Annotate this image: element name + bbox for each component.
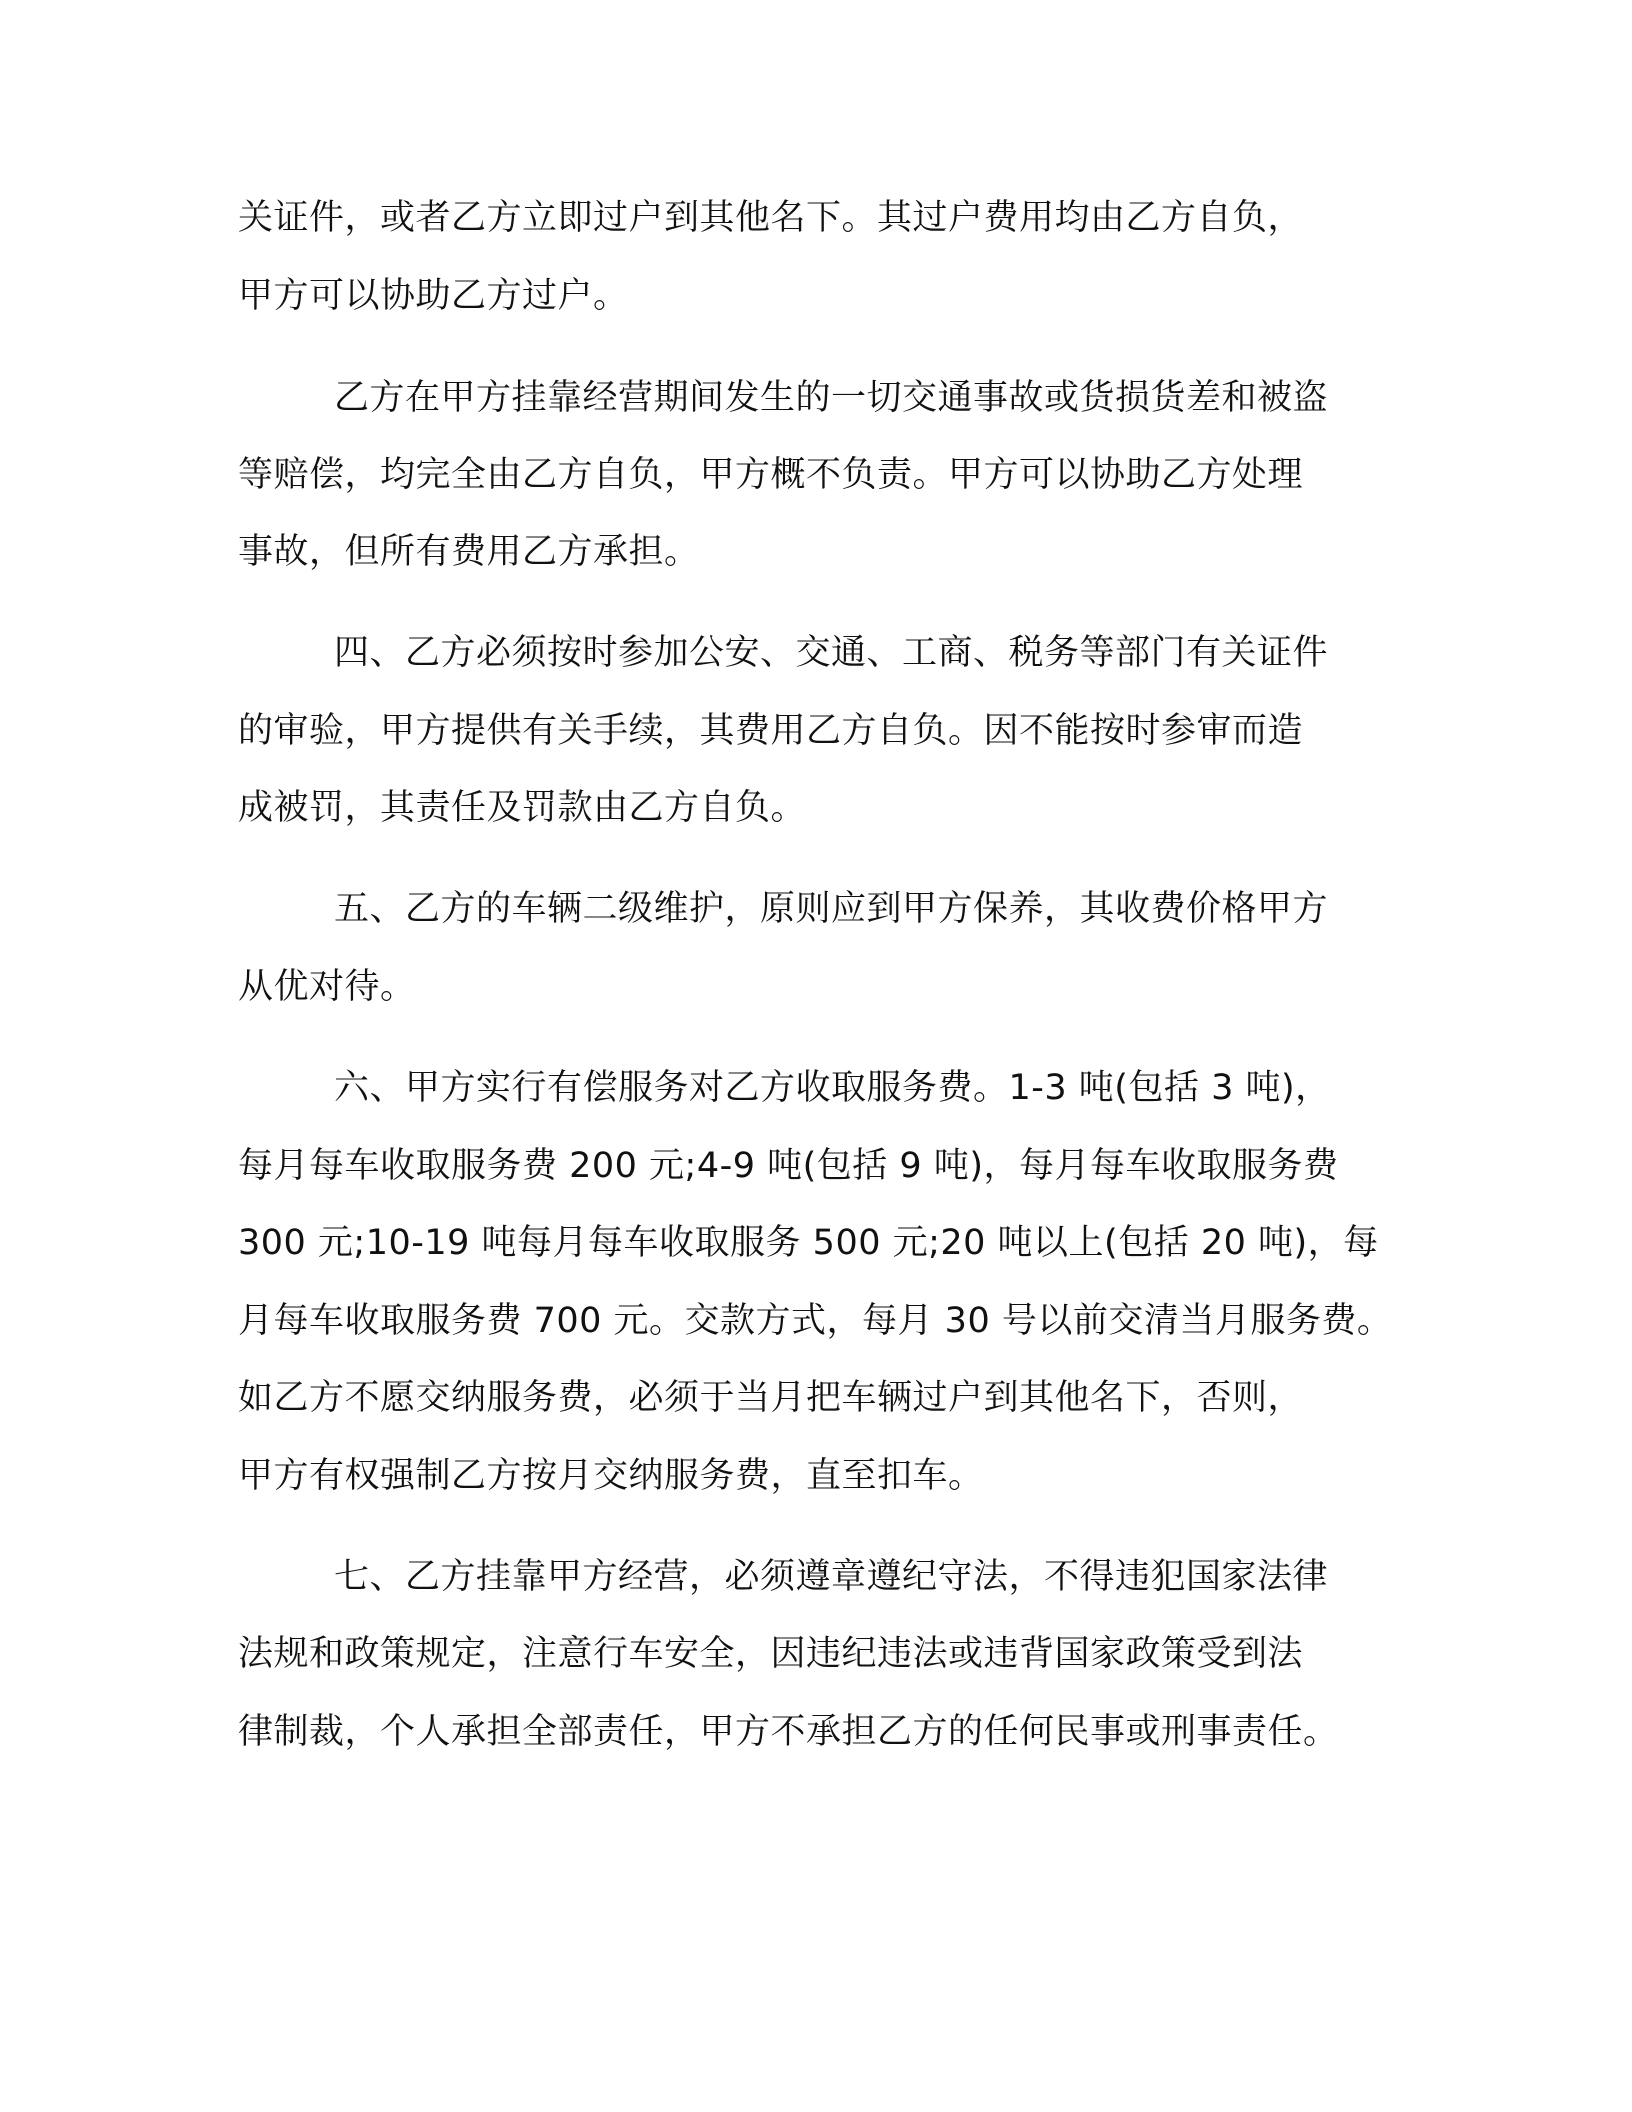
text-line: 法规和政策规定，注意行车安全，因违纪违法或违背国家政策受到法 [238, 1634, 1304, 1674]
text-line: 如乙方不愿交纳服务费，必须于当月把车辆过户到其他名下，否则， [238, 1378, 1304, 1418]
text-line: 等赔偿，均完全由乙方自负，甲方概不负责。甲方可以协助乙方处理 [238, 455, 1304, 495]
text-line: 300 元;10-19 吨每月每车收取服务 500 元;20 吨以上(包括 20 吨)，每 [238, 1223, 1379, 1263]
text-line: 乙方在甲方挂靠经营期间发生的一切交通事故或货损货差和被盗 [334, 378, 1329, 418]
text-line: 成被罚，其责任及罚款由乙方自负。 [238, 788, 807, 828]
text-line: 六、甲方实行有偿服务对乙方收取服务费。1-3 吨(包括 3 吨)， [334, 1068, 1331, 1108]
text-line: 七、乙方挂靠甲方经营，必须遵章遵纪守法，不得违犯国家法律 [334, 1557, 1329, 1597]
text-line: 四、乙方必须按时参加公安、交通、工商、税务等部门有关证件 [334, 633, 1329, 673]
text-line: 五、乙方的车辆二级维护，原则应到甲方保养，其收费价格甲方 [334, 889, 1329, 929]
text-line: 甲方可以协助乙方过户。 [238, 276, 629, 316]
text-line: 事故，但所有费用乙方承担。 [238, 532, 700, 572]
text-line: 的审验，甲方提供有关手续，其费用乙方自负。因不能按时参审而造 [238, 711, 1304, 751]
text-line: 从优对待。 [238, 967, 416, 1007]
text-line: 律制裁，个人承担全部责任，甲方不承担乙方的任何民事或刑事责任。 [238, 1712, 1339, 1752]
text-line: 甲方有权强制乙方按月交纳服务费，直至扣车。 [238, 1456, 984, 1496]
text-line: 每月每车收取服务费 200 元;4-9 吨(包括 9 吨)，每月每车收取服务费 [238, 1146, 1339, 1186]
text-line: 关证件，或者乙方立即过户到其他名下。其过户费用均由乙方自负， [238, 198, 1304, 238]
text-line: 月每车收取服务费 700 元。交款方式，每月 30 号以前交清当月服务费。 [238, 1301, 1393, 1341]
